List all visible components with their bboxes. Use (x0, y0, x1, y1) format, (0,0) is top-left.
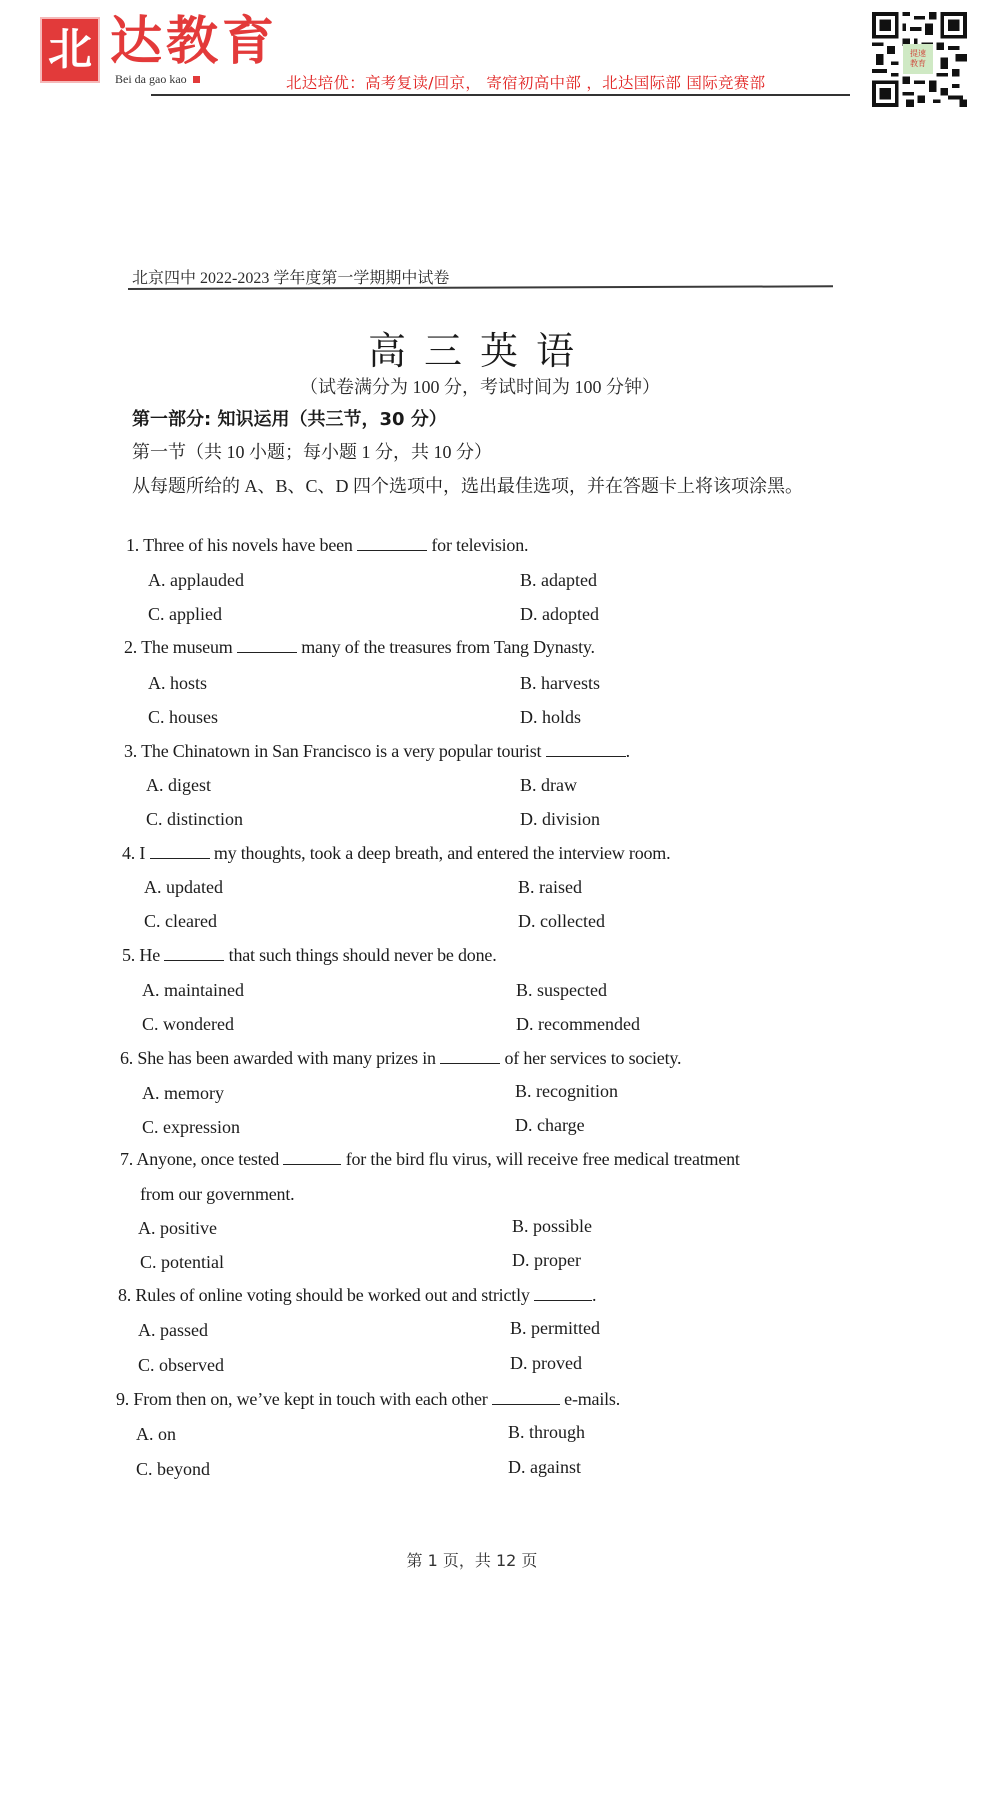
option-b: B. through (508, 1422, 586, 1442)
option-c: C. distinction (146, 809, 244, 829)
question-8 (118, 1285, 596, 1306)
question-stem-before: From then on, we’ve kept in touch with each other (133, 1389, 488, 1409)
option-b: B. adapted (520, 570, 597, 590)
answer-blank (492, 1390, 560, 1405)
option-b: B. harvests (520, 673, 600, 693)
option-d: D. charge (515, 1115, 585, 1135)
option-d: D. proper (512, 1250, 581, 1270)
question-number: 4. (122, 843, 136, 863)
question-stem-before: The Chinatown in San Francisco is a very popular tourist (141, 741, 542, 761)
answer-blank (357, 536, 427, 551)
question-stem-after: of her services to society. (504, 1048, 682, 1068)
question-stem-before: The museum (141, 637, 233, 657)
option-c: C. houses (148, 707, 219, 727)
exam-subtitle: （试卷满分为 100 分，考试时间为 100 分钟） (300, 377, 660, 397)
option-a: A. passed (138, 1320, 208, 1340)
logo-sub-text: Bei da gao kao (115, 72, 187, 86)
option-a: A. applauded (148, 570, 244, 590)
instructions: 从每题所给的 A、B、C、D 四个选项中，选出最佳选项，并在答题卡上将该项涂黑。 (132, 476, 804, 496)
answer-blank (237, 638, 297, 653)
question-stem-after: e-mails. (564, 1389, 621, 1409)
section-heading: 第一节（共 10 小题；每小题 1 分，共 10 分） (132, 442, 492, 462)
answer-blank (534, 1286, 592, 1301)
option-c: C. cleared (144, 911, 217, 931)
question-1 (126, 535, 528, 556)
option-a: A. updated (144, 877, 223, 897)
option-c: C. observed (138, 1355, 224, 1375)
question-9 (116, 1389, 620, 1410)
logo-subtitle (115, 72, 200, 87)
option-c: C. wondered (142, 1014, 234, 1034)
question-stem-after: for the bird flu virus, will receive free medical treatment (345, 1149, 740, 1169)
question-number: 3. (124, 741, 138, 761)
qr-center-logo (903, 44, 933, 74)
question-4 (122, 843, 670, 864)
logo-name: 达教育 (110, 11, 279, 72)
option-a: A. maintained (142, 980, 244, 1000)
question-5 (122, 945, 497, 966)
question-stem-before: Anyone, once tested (136, 1149, 280, 1169)
option-d: D. adopted (520, 604, 599, 624)
option-a: A. on (136, 1424, 176, 1444)
question-number: 2. (124, 637, 138, 657)
option-d: D. recommended (516, 1014, 640, 1034)
question-number: 1. (126, 535, 140, 555)
option-b: B. draw (520, 775, 577, 795)
question-number: 8. (118, 1285, 132, 1305)
question-2 (124, 637, 595, 658)
option-d: D. collected (518, 911, 605, 931)
option-c: C. expression (142, 1117, 240, 1137)
answer-blank (283, 1150, 341, 1165)
option-b: B. suspected (516, 980, 607, 1000)
logo-char: 北 (48, 24, 92, 75)
school-header: 北京四中 2022-2023 学年度第一学期期中试卷 (132, 270, 450, 287)
option-b: B. recognition (515, 1081, 618, 1101)
question-stem-before: She has been awarded with many prizes in (137, 1048, 436, 1068)
option-d: D. proved (510, 1353, 582, 1373)
red-square-icon (193, 76, 200, 83)
qr-center-line1: 提速 (910, 49, 926, 58)
question-stem-before: Rules of online voting should be worked out and strictly (135, 1285, 530, 1305)
question-stem-after: my thoughts, took a deep breath, and entered the interview room. (213, 843, 671, 863)
page-title: 高三英语 (367, 329, 592, 373)
qr-center-line2: 教育 (910, 59, 926, 68)
question-stem-before: Three of his novels have been (143, 535, 353, 555)
option-c: C. applied (148, 604, 222, 624)
question-number: 7. (120, 1149, 134, 1169)
question-number: 6. (120, 1048, 134, 1068)
question-7 (120, 1149, 740, 1170)
question-6 (120, 1048, 681, 1069)
question-number: 9. (116, 1389, 130, 1409)
option-c: C. potential (140, 1252, 224, 1272)
question-stem-before: He (139, 945, 161, 965)
question-stem-before: I (139, 843, 146, 863)
answer-blank (150, 844, 210, 859)
banner-divider (151, 94, 850, 96)
question-7-continuation: from our government. (140, 1184, 295, 1204)
question-stem-after: for television. (431, 535, 529, 555)
question-3 (124, 741, 630, 762)
option-a: A. hosts (148, 673, 208, 693)
answer-blank (546, 742, 626, 757)
option-c: C. beyond (136, 1459, 210, 1479)
banner-slogan: 北达培优：高考复读/回京， 寄宿初高中部 ，北达国际部 国际竞赛部 (286, 74, 766, 92)
question-stem-after: that such things should never be done. (228, 945, 497, 965)
page-number: 第 1 页，共 12 页 (406, 1551, 538, 1570)
option-b: B. raised (518, 877, 582, 897)
answer-blank (164, 946, 224, 961)
part-heading: 第一部分: 知识运用（共三节，30 分） (132, 409, 447, 430)
logo-seal (40, 17, 100, 83)
option-b: B. possible (512, 1216, 593, 1236)
option-d: D. against (508, 1457, 581, 1477)
question-stem-after: . (591, 1285, 597, 1305)
option-d: D. division (520, 809, 601, 829)
option-a: A. digest (146, 775, 211, 795)
option-b: B. permitted (510, 1318, 600, 1338)
option-d: D. holds (520, 707, 582, 727)
question-stem-after: . (625, 741, 630, 761)
answer-blank (440, 1049, 500, 1064)
option-a: A. positive (138, 1218, 217, 1238)
question-stem-after: many of the treasures from Tang Dynasty. (301, 637, 595, 657)
question-number: 5. (122, 945, 136, 965)
option-a: A. memory (142, 1083, 224, 1103)
